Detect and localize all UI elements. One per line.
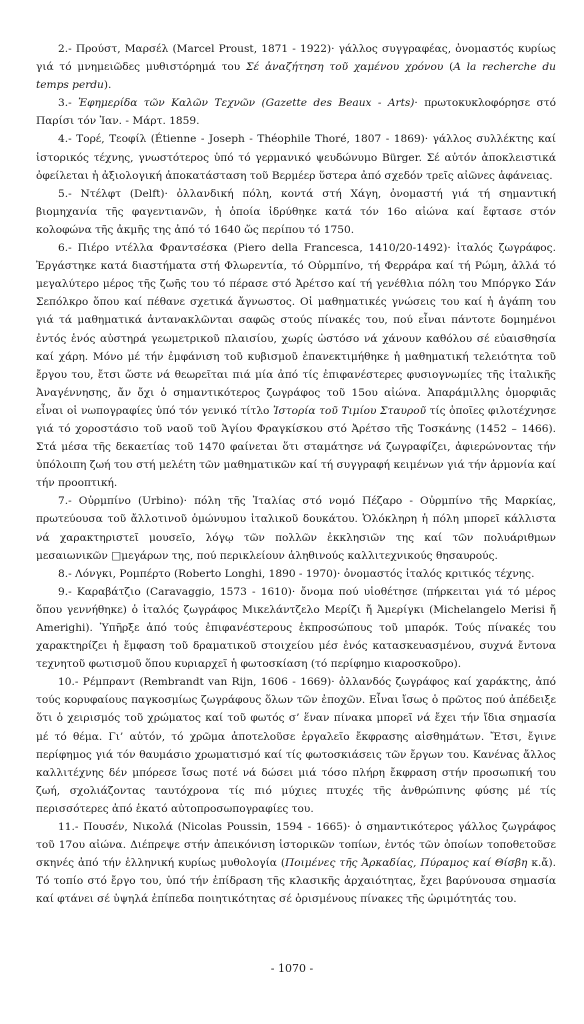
footnote-4: 4.- Τορέ, Τεοφίλ (Étienne - Joseph - Théophile Thoré, 1807 - 1869)· γάλλος συλλέκτης καί ἱστορικός τέχνης, γνωστότερος ὑπό τό γερμανικό ψευδώνυμο Bürger. Σέ αὐτόν ἀποκλειστικά ὀφείλεται ἡ ἀξιολογική ἀποκατάσταση τοῦ Βερμέερ ὕστερα ἀπό σχεδόν τρεῖς αἰῶνες ἀφάνειας. [36,133,556,182]
footnote-9: 9.- Καραβάτζιο (Caravaggio, 1573 - 1610)· ὄνομα πού υἱοθέτησε (πήρκειται γιά τό μέρος ὅπου γεννήθηκε) ὁ ἰταλός ζωγράφος Μικελάντζελο Μερίζι ἤ Ἀμερίγκι (Michelangelo Merisi ἤ Amerighi). Ὑπῆρξε ἀπό τούς ἐπιφανέστερους ἐκπροσώπους τοῦ μπαρόκ. Τούς πίνακές του χαρακτηρίζει ἡ ἔμφαση τοῦ δραματικοῦ στοιχείου μέσ ἑνός κατασκευασμένου, συχνά ἔντονα τεχνητοῦ φωτισμοῦ ὅπου κυριαρχεῖ ἡ φωτοσκίαση (τό περίφημο κιαροσκοῦρο). [36,585,556,671]
footnotes-page [36,40,556,909]
footnote-6: 6.- Πιέρο ντέλλα Φραντσέσκα (Piero della Francesca, 1410/20-1492)· ἰταλός ζωγράφος. Ἐργάστηκε κατά διαστήματα στή Φλωρεντία, τό Οὐρμπίνο, τή Φερράρα καί τή Ρώμη, ἀλλά τό μεγαλύτερο μέρος τῆς ζωῆς του τό πέρασε στό Ἀρέτσο καί τή γενέθλια πόλη του Μπόργκο Σάν Σεπόλκρο ὅπου καί πέθανε σχετικά ἄγνωστος. Οἱ μαθηματικές γνώσεις του καί ἡ ἀγάπη του γιά τά μαθηματικά ἀντανακλῶνται σαφῶς στούς πίνακές του, πού εἶναι πάντοτε δομημένοι ἐντός ἑνός αὐστηρά γεωμετρικοῦ πλαισίου, χωρίς ὡστόσο νά χάνουν καθόλου σέ εὐαισθησία καί χάρη. Μόνο μέ τήν ἐμφάνιση τοῦ κυβισμοῦ ἐπανεκτιμήθηκε ἡ μαθηματική τελειότητα τοῦ ἔργου του, ἔτσι ὥστε νά θεωρεῖται πιά μία ἀπό τίς ἐπιφανέστερες φυσιογνωμίες τῆς ἰταλικῆς Ἀναγέννησης, ἄν ὄχι ὁ σημαντικότερος ζωγράφος τοῦ 15ου αἰώνα. Ἀπαράμιλλης ὀμορφιᾶς εἶναι οἱ νωπογραφίες ὑπό τόν γενικό τίτλο Ἰστορία τοῦ Τιμίου Σταυροῦ τίς ὁποῖες φιλοτέχνησε γιά τό χοροστάσιο τοῦ ναοῦ τοῦ Ἁγίου Φραγκίσκου στό Ἀρέτσο τῆς Τοσκάνης (1452 – 1466). Στά μέσα τῆς δεκαετίας τοῦ 1470 φαίνεται ὅτι σταμάτησε νά ζωγραφίζει, ἀφιερώνοντας τήν ὑπόλοιπη ζωή του στή μελέτη τῶν μαθηματικῶν καί τή συγγραφή κειμένων γιά τήν ἁρμονία καί τήν προοπτική. [36,242,556,490]
footnote-5: 5.- Ντέλφτ (Delft)· ὀλλανδική πόλη, κοντά στή Χάγη, ὀνομαστή γιά τή σημαντική βιομηχανία τῆς φαγεντιανῶν, ἡ ὁποία ἱδρύθηκε κατά τόν 16ο αἰώνα καί ἔφτασε στόν κολοφώνα τῆς ἀκμῆς της ἀπό τό 1640 ὥς περίπου τό 1750. [36,187,556,236]
footnote-8: 8.- Λόνγκι, Ρομπέρτο (Roberto Longhi, 1890 - 1970)· ὀνομαστός ἰταλός κριτικός τέχνης. [58,567,535,580]
footnote-10: 10.- Ρέμπραντ (Rembrandt van Rijn, 1606 - 1669)· ὀλλανδός ζωγράφος καί χαράκτης, ἀπό τούς κορυφαίους παγκοσμίως ζωγράφους ὅλων τῶν ἐποχῶν. Εἶναι ἴσως ὁ πρῶτος πού ἀπέδειξε ὅτι ὁ χειρισμός τοῦ χρώματος καί τοῦ φωτός σ’ ἕναν πίνακα μπορεῖ νά ἔχει τήν ἴδια σημασία μέ τό θέμα. Γι’ αὐτόν, τό χρῶμα ἀποτελοῦσε ἐργαλεῖο ἔκφρασης αἰσθημάτων. Ἔτσι, ἔγινε περίφημος γιά τόν θαυμάσιο χρωματισμό καί τίς φωτοσκιάσεις τῶν ἔργων του. Κανένας ἄλλος καλλιτέχνης δέν μπόρεσε ἴσως ποτέ νά δώσει μιά τόσο πλήρη ἔκφραση στήν προσωπική του ζωή, σχολιάζοντας ταυτόχρονα τίς πιό μύχιες πτυχές τῆς ἀνθρώπινης φύσης μέ τίς περισσότερες ἀπό ἑκατό αὐτοπροσωπογραφίες του. [36,676,556,815]
footnote-2: 2.- Προύστ, Μαρσέλ (Marcel Proust, 1871 - 1922)· γάλλος συγγραφέας, ὀνομαστός κυρίως γιά τό μνημειῶδες μυθιστόρημά του Σέ ἀναζήτηση τοῦ χαμένου χρόνου (A la recherche du temps perdu). [36,43,556,92]
page-number: - 1070 - [270,962,314,975]
footnote-11: 11.- Πουσέν, Νικολά (Nicolas Poussin, 1594 - 1665)· ὁ σημαντικότερος γάλλος ζωγράφος τοῦ 17ου αἰώνα. Διέπρεψε στήν ἀπεικόνιση ἱστορικῶν τοπίων, ἐντός τῶν ὁποίων τοποθετοῦσε σκηνές ἀπό τήν ἑλληνική κυρίως μυθολογία (Ποιμένες τῆς Ἀρκαδίας, Πύραμος καί Θίσβη κ.ἄ). Τό τοπίο στό ἔργο του, ὑπό τήν ἐπίδραση τῆς κλασικῆς ἀρχαιότητας, ἔχει βαρύνουσα σημασία καί φτάνει σέ ὑψηλά ἐπίπεδα ποιητικότητας σέ ὁρισμένους πίνακες τῆς ὡριμότητάς του. [36,821,556,906]
footnote-7: 7.- Οὐρμπίνο (Urbino)· πόλη τῆς Ἰταλίας στό νομό Πέζαρο - Οὐρμπίνο τῆς Μαρκίας, πρωτεύουσα τοῦ ἄλλοτινοῦ ὁμώνυμου ἰταλικοῦ δουκάτου. Ὁλόκληρη ἡ πόλη μπορεῖ κάλλιστα νά χαρακτηριστεῖ μουσεῖο, λόγῳ τῶν πολλῶν ἐκκλησιῶν της καί τῶν πολυάριθμων μεσαιωνικῶν □μεγάρων της, πού περικλείουν ἀληθινούς καλλιτεχνικούς θησαυρούς. [36,495,556,562]
footnote-3: 3.- Ἐφημερίδα τῶν Καλῶν Τεχνῶν (Gazette des Beaux - Arts)· πρωτοκυκλοφόρησε στό Παρίσι τόν Ἰαν. - Μάρτ. 1859. [36,97,556,128]
